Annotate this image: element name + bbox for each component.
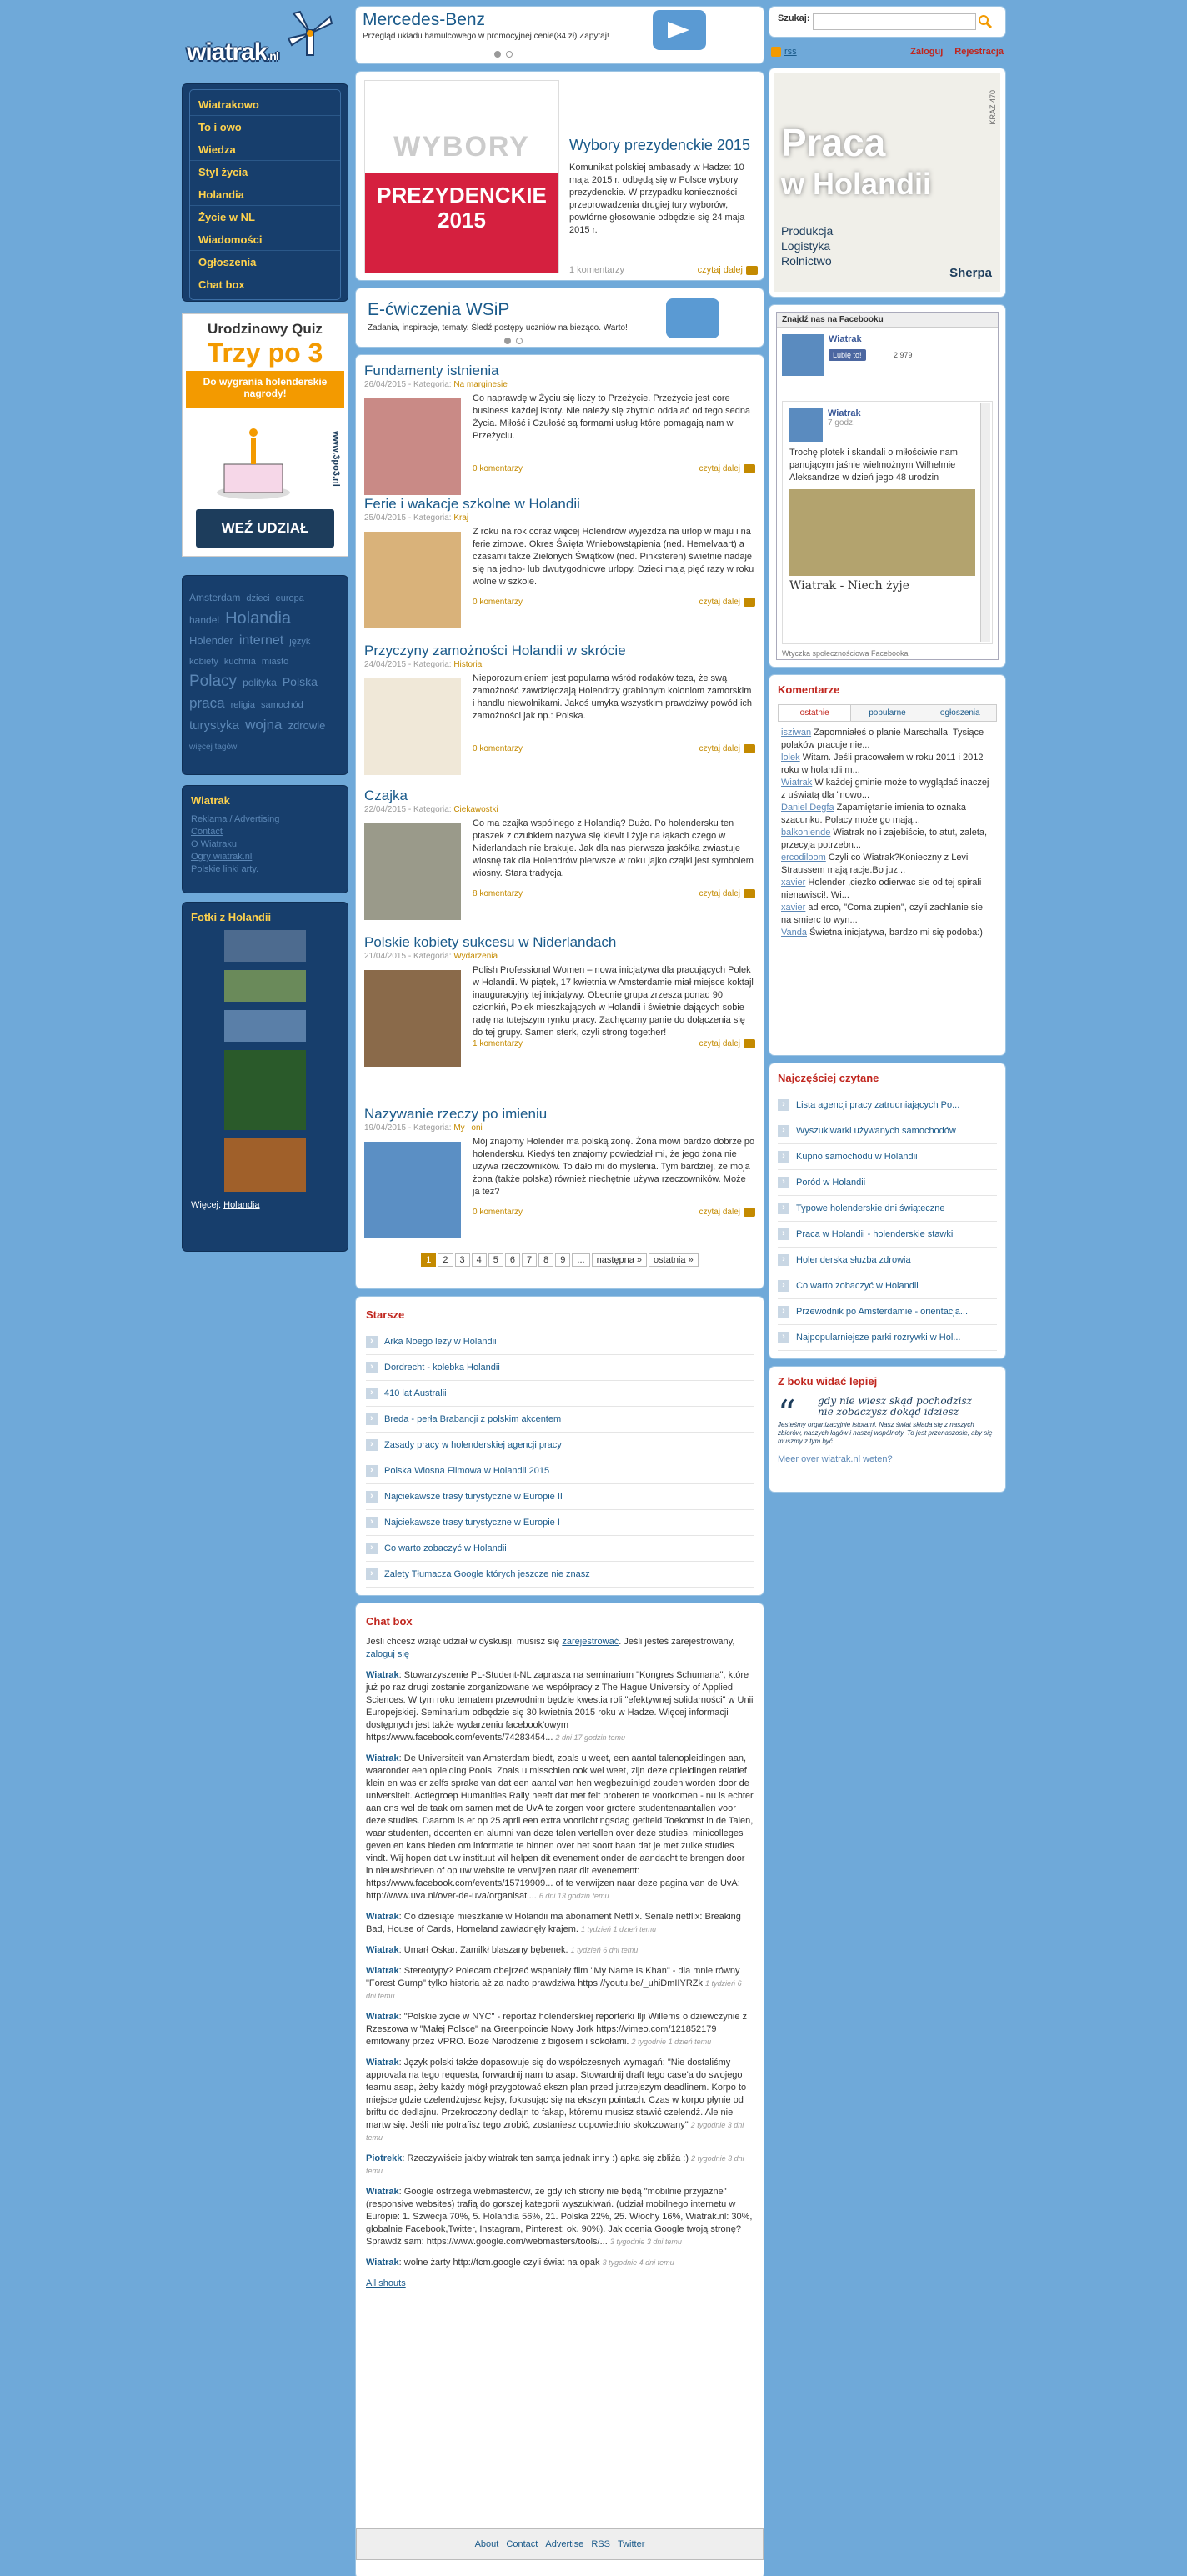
comment-item: ercodiloom Czyli co Wiatrak?Konieczny z Levi Straussem mają racje.Bo juz... [781, 853, 969, 875]
page-link[interactable]: 3 [455, 1253, 470, 1267]
article-category[interactable]: Ciekawostki [453, 805, 498, 814]
comment-item: isziwan Zapomniałeś o planie Marschalla. Tysiące polaków pracuje nie... [781, 728, 984, 750]
article-read-more[interactable]: czytaj dalej [699, 598, 755, 607]
footer-advertise[interactable]: Advertise [545, 2539, 584, 2549]
comment-item: xavier Holender ,ciezko odierwac sie od tej spirali nienawisci!. Wi... [781, 878, 982, 900]
photo-thumb[interactable] [224, 970, 306, 1002]
nav-item[interactable]: Chat box [198, 278, 245, 291]
older-article-link[interactable]: › Polska Wiosna Filmowa w Holandii 2015 [366, 1458, 754, 1484]
page-link[interactable]: 5 [488, 1253, 503, 1267]
chat-author[interactable]: Wiatrak [366, 1670, 399, 1680]
chat-time: 3 tygodnie 4 dni temu [602, 2258, 674, 2267]
rss-bar [769, 42, 1005, 62]
tag-link[interactable]: turystyka [189, 718, 240, 733]
article-excerpt: Polish Professional Women – nowa inicjatywa dla pracujących Polek w Holandii. W piątek, 17 kwietnia w Amsterdamie miał miejsce koktajl inauguracyjny tej inicjatywy. Obecnie grupa zrzesza ponad 90 członkiń, Polek mieszkających w Holandii i świetnie dających sobie radę na tutejszym rynku pracy. Zachęcamy panie do dołączenia się do tej grupy. Samen sterk, czyli strong together! [473, 965, 754, 1038]
feed-photo[interactable] [789, 489, 975, 576]
article-comments[interactable]: 0 komentarzy [473, 598, 523, 607]
article-footer [473, 464, 755, 473]
article-thumbnail[interactable] [364, 1142, 461, 1238]
most-read-list [778, 1093, 997, 1351]
older-article-link[interactable]: › Najciekawsze trasy turystyczne w Europie II [366, 1484, 754, 1510]
most-read-title: Najczęściej czytane [778, 1072, 879, 1084]
article-item [364, 642, 755, 780]
comment-user[interactable]: balkoniende [781, 828, 831, 838]
chat-message: Wiatrak: Stereotypy? Polecam obejrzeć wspaniały film "My Name Is Khan" - dla mnie równy "Forest Gump" tylko historia aż za nadto prawdziwa https://youtu.be/_uhiDmIIYRZk 1 tydzień 6 dni temu [366, 1966, 742, 2000]
featured-title[interactable]: Wybory prezydenckie 2015 [569, 137, 750, 153]
chat-author[interactable]: Wiatrak [366, 2012, 399, 2022]
chat-author[interactable]: Piotrekk [366, 2153, 403, 2163]
featured-image[interactable]: WYBORY PREZYDENCKIE 2015 [364, 80, 559, 273]
most-read-link[interactable]: › Wyszukiwarki używanych samochodów [778, 1118, 997, 1144]
comments-list [778, 727, 997, 939]
most-read-link[interactable]: › Najpopularniejsze parki rozrywki w Hol... [778, 1325, 997, 1351]
ad-description: Przegląd układu hamulcowego w promocyjnej cenie(84 zł) Zapytaj! [363, 32, 609, 41]
article-item [364, 495, 755, 635]
article-read-more[interactable]: czytaj dalej [699, 1039, 755, 1048]
feed-caption: Wiatrak - Niech żyje [789, 579, 909, 593]
praca-headline: Praca w Holandii [781, 121, 931, 201]
link-contact[interactable]: Contact [191, 827, 223, 837]
photo-thumb[interactable] [224, 930, 306, 962]
article-comments[interactable]: 0 komentarzy [473, 1208, 523, 1217]
article-meta: 26/04/2015 - Kategoria: Na marginesie [364, 380, 508, 389]
logo-text: wiatrak.nl [187, 38, 278, 66]
tag-link[interactable]: więcej tagów [189, 743, 238, 752]
main-column [356, 7, 764, 2576]
article-comments[interactable]: 0 komentarzy [473, 464, 523, 473]
tag-link[interactable]: zdrowie [288, 719, 326, 732]
left-column [182, 0, 348, 1252]
article-thumbnail[interactable] [364, 823, 461, 920]
chat-messages [366, 1669, 754, 2269]
kraz-label: KRAZ 470 [989, 90, 997, 125]
arrow-icon [744, 1208, 755, 1217]
arrow-icon [744, 744, 755, 753]
photo-thumb[interactable] [224, 1050, 306, 1130]
tag-link[interactable]: samochód [261, 700, 303, 710]
chat-message: Wiatrak: Google ostrzega webmasterów, że gdy ich strony nie będą "mobilnie przyjazne" (responsive websites) trafią do gorszej kategorii wyszukiwań. (udział mobilnego internetu w Europie: 1. Szwecja 70%, 5. Holandia 56%, 21. Polska 22%, 25. Włochy 16%, Wiatrak.nl: 30%, globalnie Facebook,Twitter, Instagram, Pinterest: ok. 90%). Jak ocenia Google twoją stronę? Sprawdź sam: https://www.google.com/webmasters/tools/... 3 tygodnie 3 dni temu [366, 2187, 753, 2247]
article-title[interactable]: Fundamenty istnienia [364, 363, 499, 378]
comment-item: Wiatrak W każdej gminie może to wyglądać inaczej z uświatą dla "nowo... [781, 778, 989, 800]
featured-body: Komunikat polskiej ambasady w Hadze: 10 maja 2015 r. odbędą się w Polsce wybory prezydenckie. W przypadku konieczności przeprowadzenia drugiej tury wyborów, powtórne głosowanie odbędzie się 24 maja 2015 r. [569, 163, 745, 235]
pagination [364, 1253, 755, 1267]
older-articles-title: Starsze [366, 1308, 405, 1321]
photo-thumb[interactable] [224, 1010, 306, 1042]
featured-article [356, 72, 764, 280]
quiz-cta-button[interactable]: WEŹ UDZIAŁ [196, 509, 334, 548]
article-title[interactable]: Nazywanie rzeczy po imieniu [364, 1106, 548, 1122]
older-article-link[interactable]: › Najciekawsze trasy turystyczne w Europie I [366, 1510, 754, 1536]
article-comments[interactable]: 1 komentarzy [473, 1039, 523, 1048]
chat-time: 3 tygodnie 3 dni temu [609, 2238, 682, 2246]
chat-time: 2 tygodnie 3 dni temu [366, 2121, 744, 2142]
nav-item[interactable]: Styl życia [190, 161, 340, 183]
article-excerpt: Co ma czajka wspólnego z Holandią? Dużo. Po holendersku ten ptaszek z czubkiem nazywa się kievit i żyje na łąkach czego w Niderlandach nie brakuje. Jak dla nas pierwsza jaskółka zwiastuje wiosnę tak dla Holendrów pierwsze w roku jajko czajki jest symbolem wiosny. Stara tradycja. [473, 818, 754, 878]
article-read-more[interactable]: czytaj dalej [699, 464, 755, 473]
footer-about[interactable]: About [474, 2539, 499, 2549]
wiatrak-links-title: Wiatrak [191, 794, 230, 807]
arrow-icon [744, 598, 755, 607]
tag-link[interactable]: dzieci [246, 593, 270, 603]
tag-link[interactable]: miasto [261, 657, 289, 667]
side-view-title: Z boku widać lepiej [778, 1375, 878, 1388]
nav-item[interactable]: Wiedza [190, 138, 340, 161]
chat-intro: Jeśli chcesz wziąć udział w dyskusji, musisz się zarejestrować. Jeśli jesteś zarejestrowany, zaloguj się [366, 1637, 735, 1659]
side-view-small: Jesteśmy organizacyjnie istotami. Nasz świat składa się z naszych zbiorów, naszych łagów i naszej wspólnoty. To jest przenaszosie, aby się muszmy z tym być [778, 1421, 993, 1445]
chat-time: 6 dni 13 godzin temu [538, 1892, 609, 1900]
page-link[interactable]: 6 [505, 1253, 520, 1267]
tag-link[interactable]: Polacy [189, 673, 238, 690]
link-about[interactable]: O Wiatraku [191, 839, 238, 849]
article-read-more[interactable]: czytaj dalej [699, 889, 755, 898]
article-title[interactable]: Czajka [364, 788, 408, 803]
article-title[interactable]: Przyczyny zamożności Holandii w skrócie [364, 643, 626, 658]
older-article-link[interactable]: › Dordrecht - kolebka Holandii [366, 1355, 754, 1381]
praca-ad[interactable] [769, 68, 1005, 297]
article-meta: 25/04/2015 - Kategoria: Kraj [364, 513, 469, 523]
photos-more: Więcej: Holandia [191, 1200, 260, 1210]
chat-time: 2 dni 17 godzin temu [555, 1733, 626, 1742]
chat-author[interactable]: Wiatrak [366, 2258, 399, 2268]
nav-item[interactable]: Ogłoszenia [190, 251, 340, 273]
footer-rss[interactable]: RSS [591, 2539, 610, 2549]
chat-author[interactable]: Wiatrak [366, 1966, 399, 1976]
featured-footer [569, 265, 758, 275]
nav-item[interactable]: Wiadomości [190, 228, 340, 251]
article-thumbnail[interactable] [364, 398, 461, 495]
page-last[interactable]: ostatnia » [649, 1253, 699, 1267]
chat-box [356, 1603, 764, 2576]
most-read-link[interactable]: › Przewodnik po Amsterdamie - orientacja... [778, 1299, 997, 1325]
all-shouts-link[interactable]: All shouts [366, 2278, 406, 2288]
older-article-link[interactable]: › Breda - perła Brabancji z polskim akcentem [366, 1407, 754, 1433]
comment-user[interactable]: xavier [781, 878, 806, 888]
featured-comments[interactable]: 1 komentarzy [569, 265, 625, 275]
ad-carousel-dots[interactable] [494, 50, 518, 60]
page-link[interactable]: 1 [421, 1253, 436, 1267]
older-article-link[interactable]: › 410 lat Australii [366, 1381, 754, 1407]
tag-cloud [182, 575, 348, 775]
tag-link[interactable]: polityka [243, 677, 277, 688]
article-meta: 21/04/2015 - Kategoria: Wydarzenia [364, 952, 498, 961]
article-read-more[interactable]: czytaj dalej [699, 1208, 755, 1217]
comment-item: Daniel Degfa Zapamiętanie imienia to oznaka szacunku. Polacy może go mają... [781, 803, 966, 825]
comment-user[interactable]: ercodiloom [781, 853, 826, 863]
feed-author[interactable]: Wiatrak [828, 408, 861, 418]
nav-item[interactable]: To i owo [190, 116, 340, 138]
praca-sectors: Produkcja Logistyka Rolnictwo [781, 224, 834, 268]
older-article-link[interactable]: › Zalety Tłumacza Google których jeszcze nie znasz [366, 1562, 754, 1588]
article-footer [473, 744, 755, 753]
ad-title: Mercedes-Benz [363, 10, 486, 29]
nav-item[interactable]: Holandia [190, 183, 340, 206]
comment-item: balkoniende Wiatrak no i zajebiście, to atut, zaleta, przecyja potrzebn... [781, 828, 988, 850]
feed-avatar [789, 408, 823, 442]
tab-popular[interactable]: popularne [851, 705, 924, 721]
tag-link[interactable]: handel [189, 614, 220, 626]
register-link[interactable]: zarejestrować [562, 1637, 619, 1647]
most-read-link[interactable]: › Praca w Holandii - holenderskie stawki [778, 1222, 997, 1248]
page-link[interactable]: 2 [438, 1253, 453, 1267]
article-read-more[interactable]: czytaj dalej [699, 744, 755, 753]
facebook-feed [782, 401, 993, 644]
link-ogry[interactable]: Ogry wiatrak.nl [191, 852, 253, 862]
photo-thumb[interactable] [224, 1138, 306, 1192]
quiz-banner[interactable] [182, 313, 348, 557]
article-item [364, 362, 755, 488]
comment-user[interactable]: Daniel Degfa [781, 803, 834, 813]
tag-link[interactable]: kobiety [189, 657, 218, 667]
page-next[interactable]: następna » [592, 1253, 647, 1267]
facebook-like-button[interactable]: Lubię to! [829, 349, 866, 361]
featured-read-more[interactable]: czytaj dalej [698, 265, 758, 275]
tag-link[interactable]: religia [230, 700, 255, 710]
article-thumbnail[interactable] [364, 532, 461, 628]
quiz-title: Urodzinowy Quiz [208, 321, 323, 337]
chat-message: Wiatrak: Umarł Oskar. Zamilkł blaszany bębenek. 1 tydzień 6 dni temu [366, 1945, 639, 1955]
older-article-link[interactable]: › Zasady pracy w holenderskiej agencji pracy [366, 1433, 754, 1458]
most-read-box [769, 1063, 1005, 1358]
wiatrak-links-box [182, 785, 348, 893]
article-excerpt: Z roku na rok coraz więcej Holendrów wyjeżdża na urlop w maju i na ferie zimowe. Okres Święta Wniebowstąpienia (ned. Hemelvaart) a czasami także Zielonych Świątków (ned. Pinksteren) świetnie nadaje się na jedno- lub dwutygodniowe urlopy. Dzieci mają pięć razy w roku wolne w szkole. [473, 527, 754, 587]
ad2-description: Zadania, inspiracje, tematy. Śledź postępy uczniów na bieżąco. Warto! [368, 323, 628, 333]
article-excerpt: Nieporozumieniem jest popularna wśród rodaków teza, że swą zamożność zawdzięczają Holendrzy grabionym koloniom zamorskim i handlu niewolnikami. Jakoś umyka wszystkim prawdziwy powód ich zamożności jak np.: Polska. [473, 673, 753, 721]
older-articles-list [366, 1329, 754, 1588]
arrow-icon [744, 464, 755, 473]
most-read-link[interactable]: › Kupno samochodu w Holandii [778, 1144, 997, 1170]
article-footer [473, 598, 755, 607]
article-thumbnail[interactable] [364, 970, 461, 1067]
comment-item: xavier ad erco, "Coma zupien", czyli zachlanie sie na smierc to wyn... [781, 903, 983, 925]
tag-link[interactable]: Amsterdam [189, 592, 241, 603]
comment-user[interactable]: isziwan [781, 728, 812, 738]
most-read-link[interactable]: › Poród w Holandii [778, 1170, 997, 1196]
link-polish-links[interactable]: Polskie linki arty. [191, 864, 259, 874]
footer [356, 2528, 764, 2560]
comment-item: Vanda Świetna inicjatywa, bardzo mi się podoba:) [781, 928, 983, 938]
article-category[interactable]: Wydarzenia [453, 952, 498, 961]
tag-link[interactable]: europa [275, 593, 304, 603]
tag-link[interactable]: Polska [282, 675, 318, 688]
login-link[interactable]: Zaloguj [910, 47, 944, 57]
article-meta: 19/04/2015 - Kategoria: My i oni [364, 1123, 483, 1133]
article-category[interactable]: Na marginesie [453, 380, 508, 389]
site-logo[interactable] [182, 0, 348, 72]
cake-illustration [208, 423, 299, 503]
side-view-quote: gdy nie wiesz skąd pochodzisz nie zobaczysz dokąd idziesz [818, 1395, 972, 1418]
rss-icon[interactable] [771, 47, 781, 57]
article-footer [473, 1039, 755, 1048]
side-view-link[interactable]: Meer over wiatrak.nl weten? [778, 1454, 893, 1464]
older-article-link[interactable]: › Co warto zobaczyć w Holandii [366, 1536, 754, 1562]
feed-time: 7 godz. [828, 418, 855, 428]
most-read-link[interactable]: › Typowe holenderskie dni świąteczne [778, 1196, 997, 1222]
chat-message: Wiatrak: De Universiteit van Amsterdam biedt, zoals u weet, een aantal talenopleidingen aan, waaronder een opleiding Pools. Zoals u misschien ook wel weet, zijn deze opleidingen relatief klein en was er zelfs sprake van dat een aantal van hen wegbezuinigd zouden worden door de universiteit. Actiegroep Humanities Rally heeft dat met feit proberen te voorkomen - nu is echter aan ons wel de taak om samen met de UvA te zorgen voor grotere studentenaantallen voor deze studies. Daarom is er op 25 april een extra voorlichtingsdag getiteld Toekomst in de Talen, waar studenten, docenten en alumni van deze talen vertellen over deze studies, minicolleges geven en kans bieden om informatie te binnen over het soort baan dat je met zulke studies vindt. Wij hopen dat uw instituut wil helpen dit evenement onder de aandacht te brengen door in nieuwsbrieven of op uw website te verwijzen naar dit evenement: https://www.facebook.com/events/15719909... of te verwijzen naar deze pagina van de UvA: http://www.uva.nl/over-de-uva/organisati... 6 dni 13 godzin temu [366, 1753, 754, 1901]
comments-box [769, 675, 1005, 1055]
search-icon[interactable] [978, 14, 993, 29]
nav-item[interactable]: Życie w NL [190, 206, 340, 228]
tag-link[interactable]: kuchnia [223, 657, 256, 667]
nav-item[interactable]: Wiatrakowo [190, 93, 340, 116]
facebook-widget [769, 305, 1005, 667]
arrow-icon [746, 266, 758, 275]
main-navigation [182, 83, 348, 302]
article-category[interactable]: Historia [453, 660, 483, 669]
login-link[interactable]: zaloguj się [366, 1649, 409, 1659]
facebook-header: Znajdź nas na Facebooku [777, 313, 998, 328]
photos-title: Fotki z Holandii [191, 911, 272, 923]
photos-box [182, 902, 348, 1252]
page-link[interactable]: 9 [555, 1253, 570, 1267]
comment-item: lolek Witam. Jeśli pracowałem w roku 2011 i 2012 roku w holandii m... [781, 753, 984, 775]
chat-message: Wiatrak: Co dziesiąte mieszkanie w Holandii ma abonament Netflix. Seriale netflix: Breaking Bad, House of Cards, Homeland zawładnęły krajem. 1 tydzień 1 dzień temu [366, 1912, 741, 1934]
feed-scrollbar[interactable] [980, 403, 990, 642]
page-link[interactable]: 8 [538, 1253, 553, 1267]
quiz-subtitle: Trzy po 3 [207, 338, 323, 368]
articles-list [356, 355, 764, 1288]
page-link[interactable]: 7 [522, 1253, 537, 1267]
comment-user[interactable]: xavier [781, 903, 806, 913]
comments-title: Komentarze [778, 683, 840, 696]
footer-contact[interactable]: Contact [506, 2539, 538, 2549]
windmill-icon [285, 8, 335, 58]
ad2-carousel-dots[interactable] [504, 337, 528, 347]
quiz-prize: Do wygrania holenderskie nagrody! [186, 371, 344, 408]
chat-time: 1 tydzień 6 dni temu [366, 1979, 742, 2000]
article-thumbnail[interactable] [364, 678, 461, 775]
quote-icon: “ [778, 1393, 796, 1433]
arrow-icon [744, 1039, 755, 1048]
chat-time: 1 tydzień 6 dni temu [570, 1946, 639, 1954]
article-item [364, 933, 755, 1098]
article-footer [473, 1208, 755, 1217]
search-box [769, 7, 1005, 37]
chat-message: Wiatrak: Język polski także dopasowuje się do współczesnych wymagań: "Nie dostaliśmy approvala na tego requesta, forwardnij nam to asap. Stowardnij draft tego case'a do swojego teamu asap, żeby każdy mógł przygotować ekszn plan przed jutrzejszym deadlinem. Korpo to miejsce gdzie czelendżujesz kejsy, fokusując się na ekszyn pointach. Czas w korpo płynie od briftu do dedlajnu. Przekroczony dedlajn to fakap, któremu musisz stawić czelendż. Ale nie martw się. Jeśli nie potrafisz tego zrobić, zostaniesz odpowiednio skołczowany" 2 tygodnie 3 dni temu [366, 2058, 747, 2142]
facebook-page [777, 328, 998, 386]
article-item [364, 787, 755, 927]
nav-list [189, 89, 341, 300]
chat-author[interactable]: Wiatrak [366, 1912, 399, 1922]
search-input[interactable] [813, 13, 976, 30]
chat-author[interactable]: Wiatrak [366, 1945, 399, 1955]
chat-title: Chat box [366, 1615, 413, 1628]
tag-link[interactable]: praca [189, 695, 225, 711]
article-title[interactable]: Ferie i wakacje szkolne w Holandii [364, 496, 580, 512]
article-title[interactable]: Polskie kobiety sukcesu w Niderlandach [364, 934, 617, 950]
older-article-link[interactable]: › Arka Noego leży w Holandii [366, 1329, 754, 1355]
article-meta: 22/04/2015 - Kategoria: Ciekawostki [364, 805, 498, 814]
right-column [769, 7, 1005, 1492]
page-link[interactable]: 4 [472, 1253, 487, 1267]
comment-user[interactable]: Wiatrak [781, 778, 813, 788]
sherpa-logo: Sherpa [949, 266, 992, 280]
article-category[interactable]: Kraj [453, 513, 469, 523]
article-item [364, 1105, 755, 1247]
chat-time: 2 tygodnie 3 dni temu [366, 2154, 744, 2175]
chat-message: Wiatrak: Stowarzyszenie PL-Student-NL zaprasza na seminarium "Kongres Schumana", które już po raz drugi zostanie zorganizowane we współpracy z The Hague University of Applied Sciences. W tym roku tematem przewodnim będzie kwestia roli "efektywnej solidarności" w Unii Europejskiej. Seminarium odbędzie się 30 kwietnia 2015 roku w Hadze. Więcej informacji dostępnych jest także wydarzeniu facebook'owym https://www.facebook.com/events/74283454... 2 dni 17 godzin temu [366, 1670, 754, 1743]
most-read-link[interactable]: › Holenderska służba zdrowia [778, 1248, 997, 1273]
ad-banner-wsip[interactable] [356, 288, 764, 347]
chat-time: 1 tydzień 1 dzień temu [581, 1925, 657, 1933]
rss-link[interactable]: rss [784, 47, 797, 57]
chat-message: Piotrekk: Rzeczywiście jakby wiatrak ten sam;a jednak inny :) apka się zbliża :) 2 tygodnie 3 dni temu [366, 2153, 744, 2175]
chat-message: Wiatrak: wolne żarty http://tcm.google czyli świat na opak 3 tygodnie 4 dni temu [366, 2258, 674, 2268]
quiz-url: www.3po3.nl [331, 431, 341, 487]
article-footer [473, 889, 755, 898]
tag-link[interactable]: wojna [245, 717, 283, 733]
ad-banner-mercedes[interactable] [356, 7, 764, 63]
comments-tabs [778, 704, 997, 722]
tab-latest[interactable]: ostatnie [779, 705, 851, 721]
tag-link[interactable]: Holender [189, 634, 233, 647]
ad-arrow-button[interactable] [653, 10, 706, 50]
chat-time: 2 tygodnie 1 dzień temu [631, 2038, 712, 2046]
chat-author[interactable]: Wiatrak [366, 2058, 399, 2068]
footer-twitter[interactable]: Twitter [618, 2539, 645, 2549]
most-read-link[interactable]: › Lista agencji pracy zatrudniających Po... [778, 1093, 997, 1118]
link-advertising[interactable]: Reklama / Advertising [191, 814, 280, 824]
register-link[interactable]: Rejestracja [954, 47, 1004, 57]
article-comments[interactable]: 0 komentarzy [473, 744, 523, 753]
article-excerpt: Co naprawdę w Życiu się liczy to Przeżycie. Przeżycie jest core business każdej istoty. Nie należy się zbytnio oddalać od tego sedna Życia. Miłość i Czułość są formami usług które pomagają nam w Przeżyciu. [473, 393, 751, 441]
search-label: Szukaj: [778, 13, 810, 23]
feed-text: Trochę plotek i skandali o miłościwie nam panującym jaśnie wielmożnym Wilhelmie Aleksandrze w dzień jego 48 urodzin [789, 448, 958, 483]
comment-user[interactable]: lolek [781, 753, 800, 763]
facebook-avatar[interactable] [782, 334, 824, 376]
tag-link[interactable]: Holandia [225, 609, 292, 628]
facebook-plugin-label: Wtyczka społecznościowa Facebooka [782, 649, 909, 658]
article-excerpt: Mój znajomy Holender ma polską żonę. Żona mówi bardzo dobrze po holendersku. Kiedyś ten znajomy powiedział mi, że jego żona nie używa rzeczowników. To dało mi do myślenia. Tym bardziej, że moja żona (także polska) również niechętnie używa rzeczowników. Może ja też? [473, 1137, 755, 1197]
chat-message: Wiatrak: "Polskie życie w NYC" - reportaż holenderskiej reporterki Ilji Willems o dziewczynie z Rzeszowa w "Małej Polsce" na Greenpoincie Nowy Jork https://vimeo.com/121852179 emitowany przez VPRO. Boże Narodzenie z bigosem i sokołami. 2 tygodnie 1 dzień temu [366, 2012, 748, 2047]
tag-link[interactable]: język [289, 637, 311, 647]
chat-author[interactable]: Wiatrak [366, 1753, 399, 1763]
chat-author[interactable]: Wiatrak [366, 2187, 399, 2197]
ad2-title: E-ćwiczenia WSiP [368, 300, 510, 319]
article-meta: 24/04/2015 - Kategoria: Historia [364, 660, 483, 669]
page-link[interactable]: ... [572, 1253, 589, 1267]
photos-more-link[interactable]: Holandia [223, 1200, 260, 1210]
article-category[interactable]: My i oni [453, 1123, 483, 1133]
facebook-page-name[interactable]: Wiatrak [829, 334, 862, 344]
facebook-like-count: 2 979 [894, 351, 913, 359]
comment-user[interactable]: Vanda [781, 928, 807, 938]
most-read-link[interactable]: › Co warto zobaczyć w Holandii [778, 1273, 997, 1299]
older-articles [356, 1297, 764, 1595]
arrow-icon [744, 889, 755, 898]
article-comments[interactable]: 8 komentarzy [473, 889, 523, 898]
ad2-arrow-button[interactable] [666, 298, 719, 338]
tag-link[interactable]: internet [238, 633, 284, 648]
tab-announcements[interactable]: ogłoszenia [924, 705, 996, 721]
side-view-box [769, 1367, 1005, 1492]
